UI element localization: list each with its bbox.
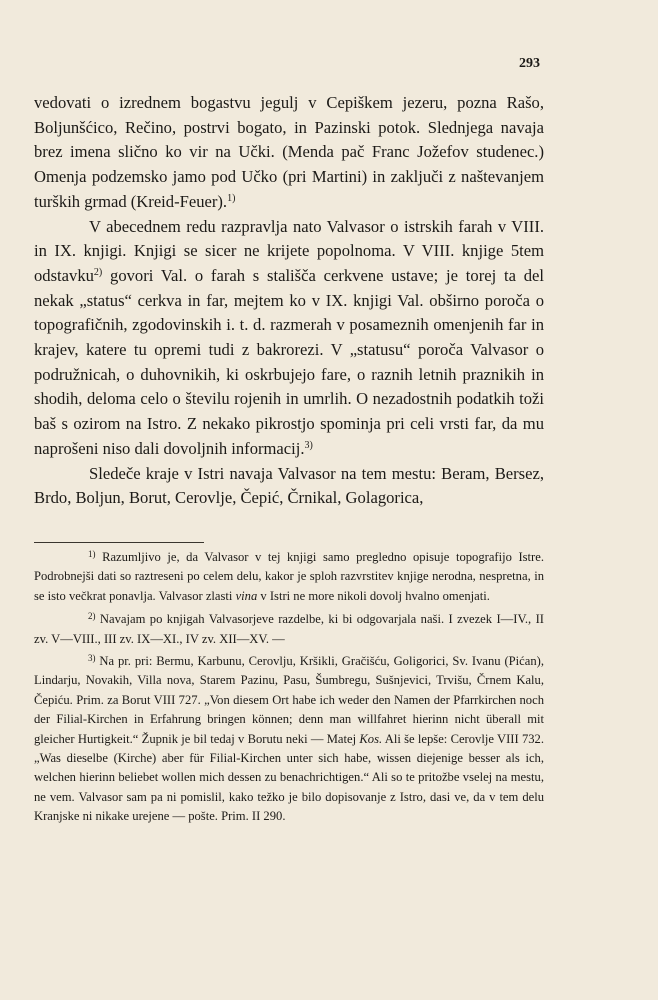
footnote-reference-1: 1)	[227, 192, 236, 204]
footnote-text-continued: Ali še lepše: Cerovlje VIII 732. „Was dieselbe (Kirche) aber für Filial-Kirchen unter sich habe, wissen diejenige besser als ich, welchen hierinn beliebet wollen mich dessen zu benachrichtigen.“ Ali so te pritožbe vselej na mestu, ne vem. Valvasor sam pa ni pomislil, kako težko je bilo dopisovanje z Istro, dasi ve, da v tem delu Kranjske ni nikake urejene — pošte. Prim. II 290.	[34, 731, 545, 824]
footnote-text: Na pr. pri: Bermu, Karbunu, Cerovlju, Kršikli, Gračišću, Goligorici, Sv. Ivanu (Pićan), Lindarju, Novakih, Villa nova, Starem Pazinu, Pasu, Šumbregu, Sušnjevici, Trvišu, Črnem Kalu, Čepiću. Prim. za Borut VIII 727. „Von diesem Ort habe ich weder den Namen der Pfarrkirchen noch der Filial-Kirchen in Erfahrung bringen können; denn man willfahret hierinn nicht überall mit gleicher Hurtigkeit.“ Župnik je bil tedaj v Borutu neki — Matej	[34, 654, 544, 746]
footnote-separator	[34, 542, 204, 543]
footnote-text: Navajam po knjigah Valvasorjeve razdelbe, ki bi odgovarjala naši. I zvezek I—IV., II zv. V—VIII., III zv. IX—XI., IV zv. XII—XV. —	[34, 612, 545, 646]
page-number: 293	[519, 56, 540, 71]
paragraph-text-continued: govori Val. o farah s stališča cerkvene ustave; je torej ta del nekak „status“ cerkva in far, mejtem ko v IX. knjigi Val. obširno poroča o topografičnih, zgodovinskih i. t. d. razmerah v posameznih omenjenih far in krajev, katere tu opremi tudi z bakrorezi. V „statusu“ poroča Valvasor o podružnicah, o duhovnikih, ki oskrbujejo fare, o raznih letnih praznikih in shodih, deloma celo o številu rojenih in umrlih. O nezadostnih podatkih toži baš s ozirom na Istro. Z nekako pikrostjo spominja pri celi vrsti far, da mu naprošeni niso dali dovoljnih informacij.	[34, 265, 544, 458]
footnote-2	[34, 610, 544, 649]
paragraph-2	[34, 215, 544, 462]
footnote-italic-text: vina	[235, 588, 258, 603]
footnote-1	[34, 548, 544, 606]
footnote-number: 1)	[88, 549, 96, 559]
footnote-text: Razumljivo je, da Valvasor v tej knjigi samo pregledno opisuje topografijo Istre. Podrobnejši dati so raztreseni po celem delu, kakor je sploh razvrstitev knjige nerodna, nespretna, in se isto večkrat ponavlja. Valvasor zlasti	[34, 550, 544, 603]
footnote-number: 3)	[88, 653, 96, 664]
footnote-reference-2: 2)	[93, 266, 103, 278]
paragraph-text: Sledeče kraje v Istri navaja Valvasor na tem mestu: Beram, Bersez, Brdo, Boljun, Borut, Cerovlje, Čepić, Črnikal, Golagorica,	[34, 463, 544, 508]
footnote-text-continued: v Istri ne more nikoli dovolj hvalno omenjati.	[257, 588, 490, 603]
footnote-italic-text: Kos.	[359, 731, 383, 746]
paragraph-text: vedovati o izrednem bogastvu jegulj v Cepiškem jezeru, pozna Rašo, Boljunšćico, Rečino, postrvi bogato, in Pazinski potok. Slednjega navaja brez imena slično ko vir na Učki. (Menda pač Franc Jožefov studenec.) Omenja podzemsko jamo pod Učko (pri Martini) in zaključi z naštevanjem turških grmad (Kreid-Feuer).	[34, 93, 544, 211]
paragraph-1	[34, 91, 544, 215]
footnotes	[34, 548, 544, 831]
paragraph-3	[34, 462, 544, 511]
paragraph-text: V abecednem redu razpravlja nato Valvasor o istrskih farah v VIII. in IX. knjigi. Knjigi se sicer ne krijete popolnoma. V VIII. knjige 5tem odstavku	[34, 216, 544, 285]
main-text	[34, 91, 544, 511]
footnote-number: 2)	[88, 611, 96, 622]
footnote-reference-3: 3)	[304, 439, 313, 451]
footnote-3	[34, 652, 544, 827]
